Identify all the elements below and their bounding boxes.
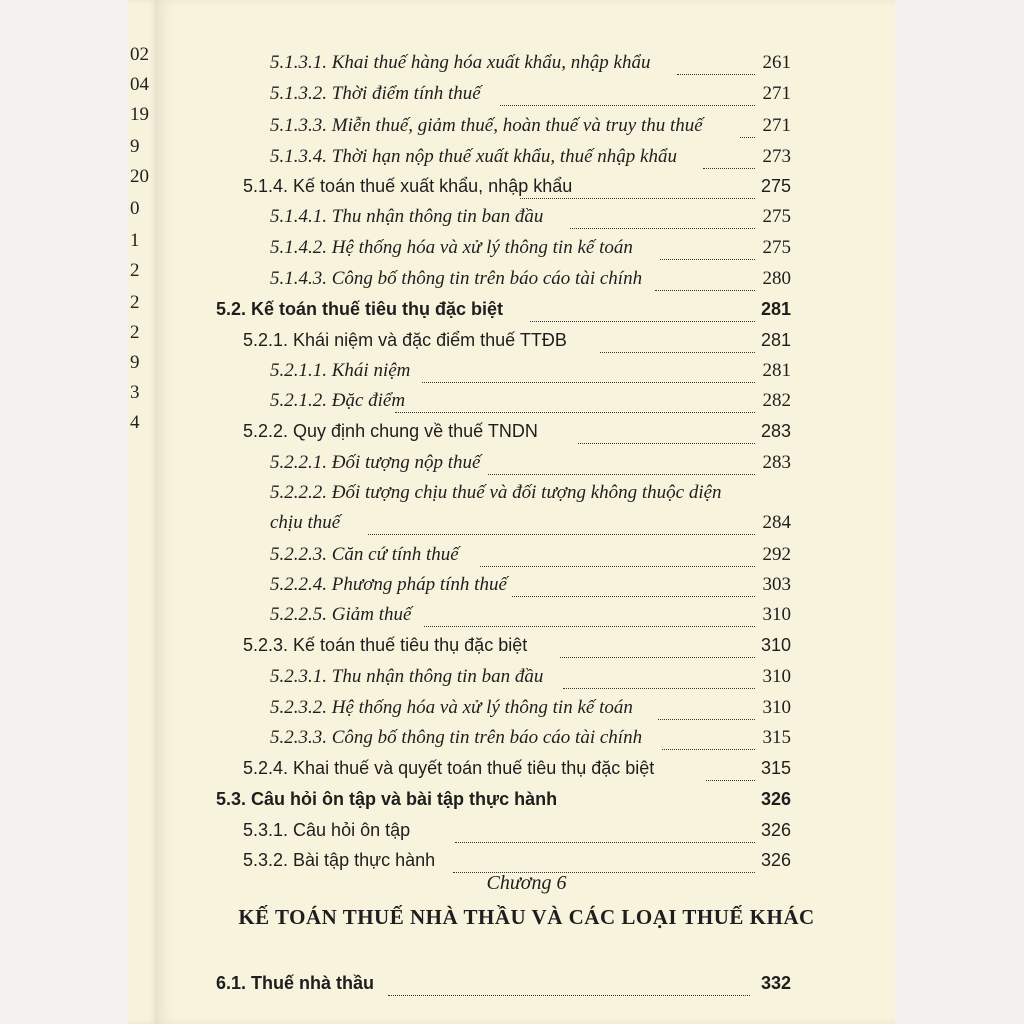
toc-leader-dots <box>500 105 755 106</box>
toc-entry <box>158 758 895 786</box>
toc-entry-final <box>158 973 895 1001</box>
toc-entry-text: chịu thuế <box>270 512 341 533</box>
toc-entry-page: 310 <box>762 697 791 718</box>
toc-entry-text: 6.1. Thuế nhà thầu <box>216 973 375 993</box>
toc-entry <box>158 820 895 848</box>
toc-leader-dots <box>662 749 755 750</box>
toc-entry-page: 261 <box>762 52 791 73</box>
toc-entry-page: 281 <box>760 330 791 350</box>
toc-entry-text: 5.1.3.2. Thời điểm tính thuế <box>270 83 481 104</box>
toc-entry <box>158 390 895 418</box>
left-page-number: 0 <box>130 198 140 219</box>
toc-entry-page: 275 <box>760 176 791 196</box>
toc-entry <box>158 574 895 602</box>
toc-entry-text: 5.2.2.2. Đối tượng chịu thuế và đối tượng không thuộc diện <box>270 482 722 503</box>
toc-entry-text: 5.3.2. Bài tập thực hành <box>243 850 436 870</box>
left-page-number: 2 <box>130 292 140 313</box>
toc-leader-dots <box>480 566 755 567</box>
toc-leader-dots <box>578 443 755 444</box>
toc-entry-page: 275 <box>762 206 791 227</box>
left-page-edge <box>128 0 159 1024</box>
background-right <box>895 0 1024 1024</box>
toc-entry-text: 5.1.3.3. Miễn thuế, giảm thuế, hoàn thuế và truy thu thuế <box>270 115 703 136</box>
toc-entry-page: 271 <box>762 115 791 136</box>
toc-entry <box>158 268 895 296</box>
toc-entry-page: 326 <box>760 820 791 840</box>
chapter-title: KẾ TOÁN THUẾ NHÀ THẦU VÀ CÁC LOẠI THUẾ KHÁC <box>238 905 815 929</box>
toc-entry-page: 310 <box>762 666 791 687</box>
left-page-number: 9 <box>130 136 140 157</box>
toc-leader-dots <box>677 74 755 75</box>
toc-entry <box>158 176 895 204</box>
left-page-number: 1 <box>130 230 140 251</box>
toc-entry-text: 5.1.4.1. Thu nhận thông tin ban đầu <box>270 206 544 227</box>
toc-leader-dots <box>560 657 755 658</box>
toc-entry <box>158 604 895 632</box>
toc-entry-text: 5.2.2.1. Đối tượng nộp thuế <box>270 452 481 473</box>
toc-entry-text: 5.1.3.1. Khai thuế hàng hóa xuất khẩu, nhập khẩu <box>270 52 651 73</box>
toc-entry <box>158 237 895 265</box>
toc-entry-text: 5.2.2. Quy định chung về thuế TNDN <box>243 421 538 441</box>
left-page-number: 9 <box>130 352 140 373</box>
toc-entry <box>158 299 895 327</box>
toc-entry <box>158 666 895 694</box>
table-of-contents <box>158 0 895 1024</box>
toc-entry-text: 5.3.1. Câu hỏi ôn tập <box>243 820 411 840</box>
toc-entry <box>158 452 895 480</box>
toc-leader-dots <box>570 228 755 229</box>
toc-leader-dots <box>563 688 755 689</box>
left-page-number: 3 <box>130 382 140 403</box>
toc-leader-dots <box>395 412 755 413</box>
left-page-number: 2 <box>130 322 140 343</box>
toc-entry <box>158 789 895 817</box>
left-page-number: 4 <box>130 412 140 433</box>
book-page <box>158 0 895 1024</box>
toc-entry <box>158 512 895 540</box>
toc-leader-dots <box>512 596 755 597</box>
toc-entry-page: 280 <box>762 268 791 289</box>
left-page-number: 2 <box>130 260 140 281</box>
toc-entry-page: 273 <box>762 146 791 167</box>
toc-leader-dots <box>658 719 755 720</box>
toc-entry-page: 326 <box>760 850 791 870</box>
toc-entry-page: 315 <box>760 758 791 778</box>
toc-entry <box>158 52 895 80</box>
toc-entry-text: 5.1.3.4. Thời hạn nộp thuế xuất khẩu, thuế nhập khẩu <box>270 146 677 167</box>
toc-entry-page: 271 <box>762 83 791 104</box>
left-page-number: 20 <box>130 166 149 187</box>
toc-entry-text: 5.1.4.3. Công bố thông tin trên báo cáo tài chính <box>270 268 643 289</box>
toc-entry-page: 310 <box>760 635 791 655</box>
toc-entry <box>158 697 895 725</box>
toc-entry-text: 5.2.2.5. Giảm thuế <box>270 604 412 625</box>
toc-entry-page: 310 <box>762 604 791 625</box>
toc-entry-page: 303 <box>762 574 791 595</box>
left-page-number: 02 <box>130 44 149 65</box>
toc-leader-dots <box>422 382 755 383</box>
toc-entry-text: 5.2.1.2. Đặc điểm <box>270 390 406 411</box>
toc-entry <box>158 146 895 174</box>
toc-entry-page: 282 <box>762 390 791 411</box>
toc-entry-page: 281 <box>762 360 791 381</box>
toc-entry <box>158 115 895 143</box>
toc-entry-text: 5.2.1.1. Khái niệm <box>270 360 411 381</box>
toc-entry-page: 284 <box>762 512 791 533</box>
toc-entry-page: 281 <box>760 299 791 319</box>
toc-entry-text: 5.1.4.2. Hệ thống hóa và xử lý thông tin kế toán <box>270 237 633 258</box>
toc-leader-dots <box>388 995 750 996</box>
toc-leader-dots <box>424 626 755 627</box>
toc-leader-dots <box>455 842 755 843</box>
toc-entry <box>158 330 895 358</box>
toc-entry-page: 292 <box>762 544 791 565</box>
background-left <box>0 0 128 1024</box>
toc-entry-text: 5.2.2.4. Phương pháp tính thuế <box>270 574 507 595</box>
toc-entry-text: 5.2.3. Kế toán thuế tiêu thụ đặc biệt <box>243 635 528 655</box>
toc-entry-page: 332 <box>760 973 791 993</box>
toc-entry <box>158 635 895 663</box>
toc-entry-text: 5.2.1. Khái niệm và đặc điểm thuế TTĐB <box>243 330 567 350</box>
toc-entry <box>158 727 895 755</box>
toc-leader-dots <box>520 198 755 199</box>
toc-leader-dots <box>368 534 755 535</box>
toc-entry <box>158 544 895 572</box>
toc-entry-text: 5.2. Kế toán thuế tiêu thụ đặc biệt <box>216 299 504 319</box>
toc-leader-dots <box>740 137 755 138</box>
toc-entry-text: 5.3. Câu hỏi ôn tập và bài tập thực hành <box>216 789 558 809</box>
toc-entry-page: 283 <box>762 452 791 473</box>
toc-entry-text: 5.1.4. Kế toán thuế xuất khẩu, nhập khẩu <box>243 176 573 196</box>
toc-entry-page: 283 <box>760 421 791 441</box>
toc-entry <box>158 360 895 388</box>
toc-leader-dots <box>530 321 755 322</box>
toc-entry-text: 5.2.3.3. Công bố thông tin trên báo cáo tài chính <box>270 727 643 748</box>
left-page-number: 19 <box>130 104 149 125</box>
toc-leader-dots <box>655 290 755 291</box>
left-page-number: 04 <box>130 74 149 95</box>
toc-entry <box>158 83 895 111</box>
toc-entry-page: 315 <box>762 727 791 748</box>
toc-leader-dots <box>600 352 755 353</box>
chapter-label: Chương 6 <box>486 872 567 894</box>
toc-leader-dots <box>703 168 755 169</box>
toc-entry <box>158 206 895 234</box>
toc-entry-page: 326 <box>760 789 791 809</box>
toc-entry <box>158 482 895 510</box>
toc-leader-dots <box>660 259 755 260</box>
toc-entry-text: 5.2.4. Khai thuế và quyết toán thuế tiêu thụ đặc biệt <box>243 758 655 778</box>
toc-leader-dots <box>706 780 755 781</box>
toc-leader-dots <box>488 474 755 475</box>
toc-entry-text: 5.2.2.3. Căn cứ tính thuế <box>270 544 459 565</box>
toc-entry-text: 5.2.3.2. Hệ thống hóa và xử lý thông tin kế toán <box>270 697 633 718</box>
toc-entry-page: 275 <box>762 237 791 258</box>
toc-entry <box>158 421 895 449</box>
toc-entry-text: 5.2.3.1. Thu nhận thông tin ban đầu <box>270 666 544 687</box>
